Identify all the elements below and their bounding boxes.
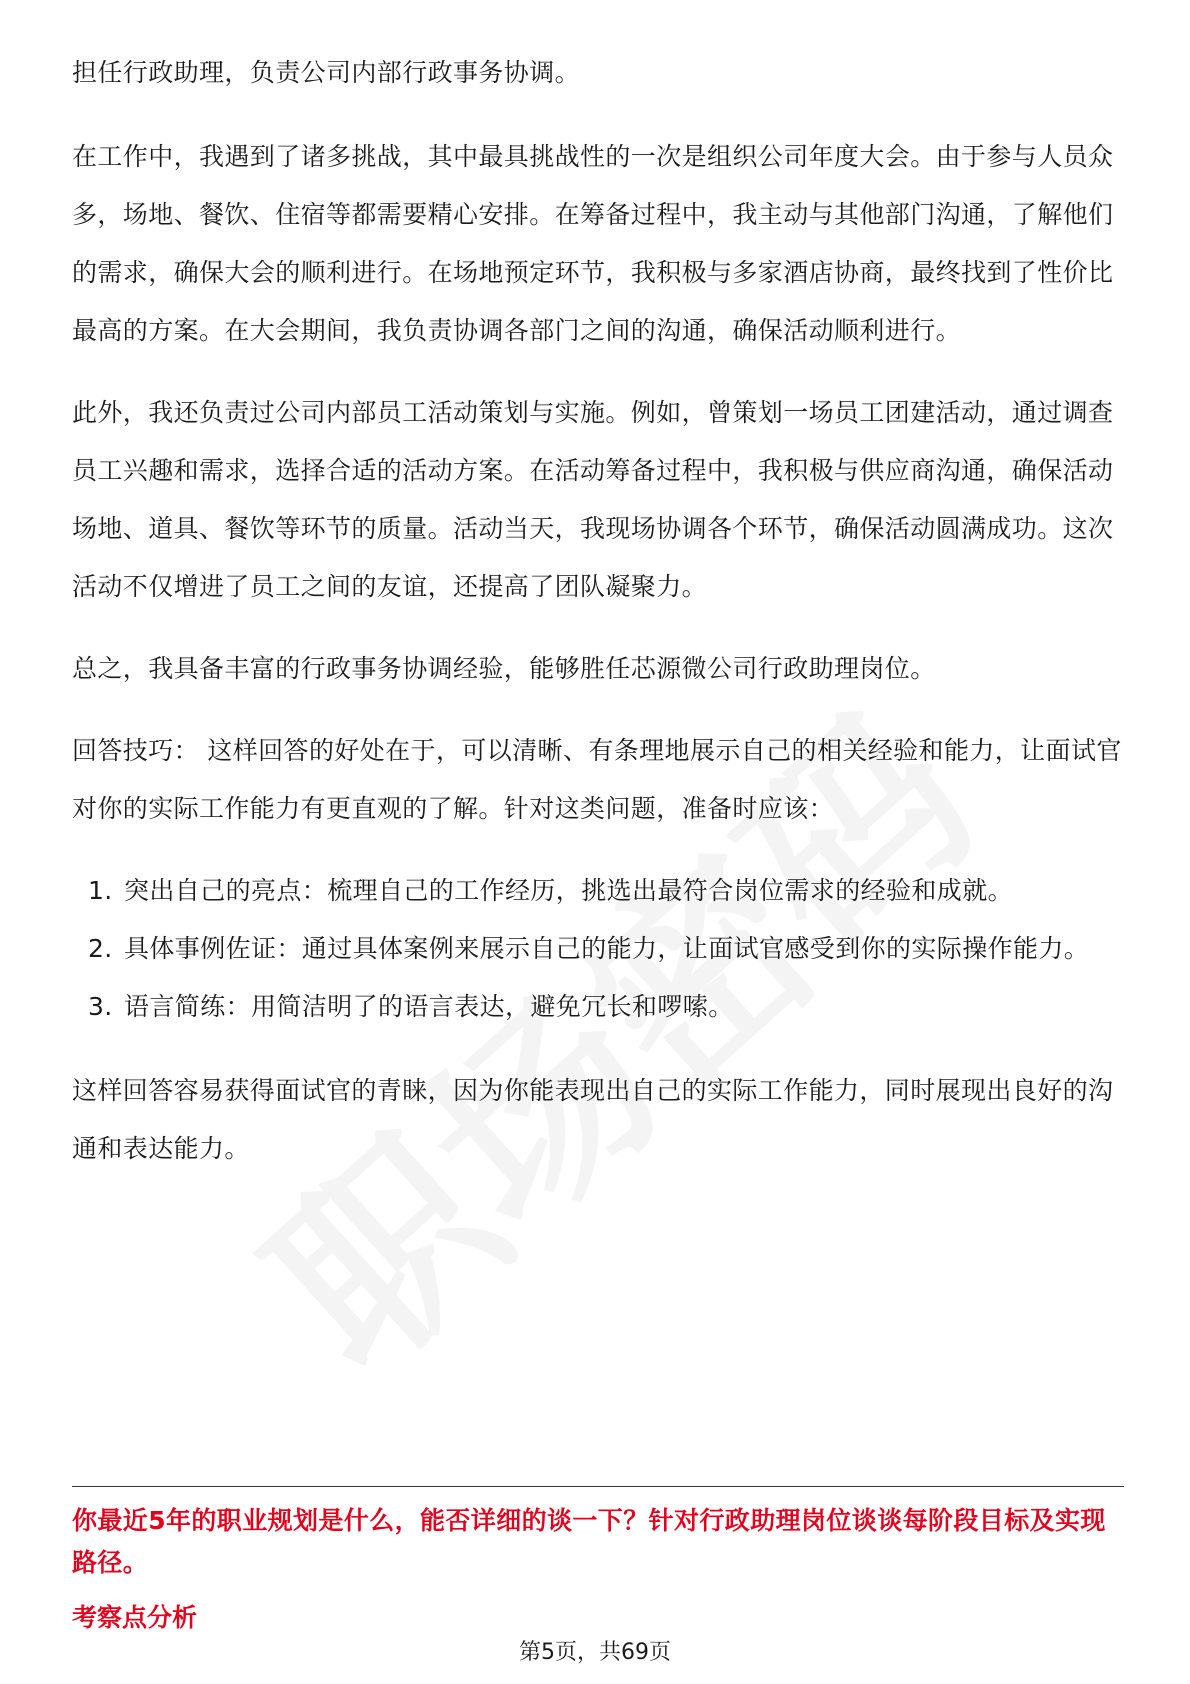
paragraph-team-building: 此外，我还负责过公司内部员工活动策划与实施。例如，曾策划一场员工团建活动，通过调查员工兴趣和需求，选择合适的活动方案。在活动筹备过程中，我积极与供应商沟通，确保活动场地、道具、餐饮等环节的质量。活动当天，我现场协调各个环节，确保活动圆满成功。这次活动不仅增进了员工之间的友谊，还提高了团队凝聚力。 bbox=[72, 398, 1114, 601]
interview-question: 你最近5年的职业规划是什么，能否详细的谈一下？针对行政助理岗位谈谈每阶段目标及实现路径。 bbox=[72, 1506, 1106, 1577]
list-item-number: 1. bbox=[88, 876, 113, 905]
list-item bbox=[72, 920, 1124, 978]
paragraph-role: 担任行政助理，负责公司内部行政事务协调。 bbox=[72, 58, 581, 87]
list-item-text: 语言简练：用简洁明了的语言表达，避免冗长和啰嗦。 bbox=[124, 992, 734, 1021]
paragraph-conclusion: 这样回答容易获得面试官的青睐，因为你能表现出自己的实际工作能力，同时展现出良好的沟通和表达能力。 bbox=[72, 1076, 1114, 1163]
paragraph-annual-meeting: 在工作中，我遇到了诸多挑战，其中最具挑战性的一次是组织公司年度大会。由于参与人员众多，场地、餐饮、住宿等都需要精心安排。在筹备过程中，我主动与其他部门沟通，了解他们的需求，确保大会的顺利进行。在场地预定环节，我积极与多家酒店协商，最终找到了性价比最高的方案。在大会期间，我负责协调各部门之间的沟通，确保活动顺利进行。 bbox=[72, 142, 1114, 345]
list-item-number: 3. bbox=[88, 992, 113, 1021]
tips-list bbox=[72, 862, 1124, 1036]
list-item bbox=[72, 862, 1124, 920]
section-divider bbox=[72, 1486, 1124, 1487]
list-item-text: 突出自己的亮点：梳理自己的工作经历，挑选出最符合岗位需求的经验和成就。 bbox=[124, 876, 1014, 905]
page-footer: 第5页，共69页 bbox=[519, 1640, 671, 1665]
list-item-text: 具体事例佐证：通过具体案例来展示自己的能力，让面试官感受到你的实际操作能力。 bbox=[124, 934, 1090, 963]
paragraph-answer-tips: 回答技巧： 这样回答的好处在于，可以清晰、有条理地展示自己的相关经验和能力，让面试官对你的实际工作能力有更直观的了解。针对这类问题，准备时应该： bbox=[72, 736, 1122, 823]
section-heading: 考察点分析 bbox=[72, 1603, 198, 1632]
answer-body bbox=[72, 44, 1124, 1202]
paragraph-summary: 总之，我具备丰富的行政事务协调经验，能够胜任芯源微公司行政助理岗位。 bbox=[72, 654, 936, 683]
list-item-number: 2. bbox=[88, 934, 113, 963]
list-item bbox=[72, 978, 1124, 1036]
